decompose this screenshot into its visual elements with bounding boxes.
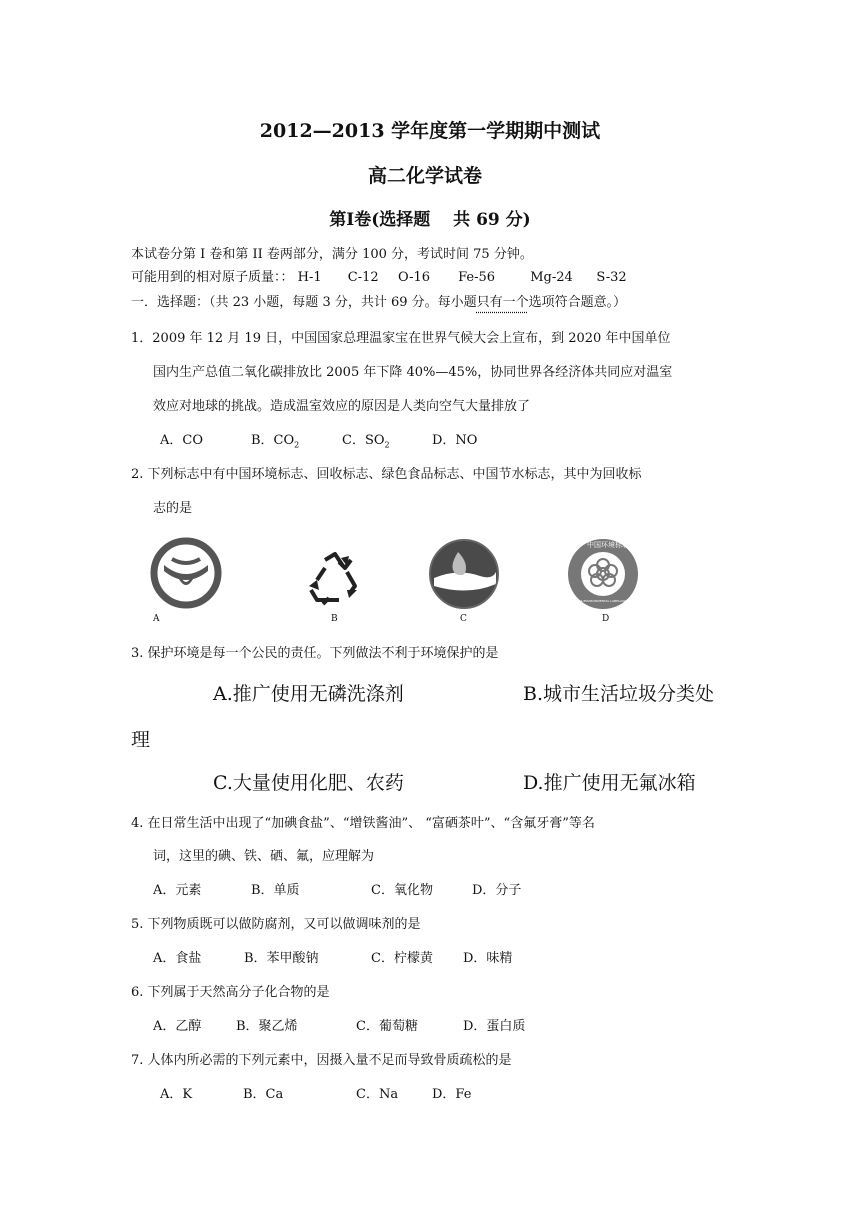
q6-option-c: C．葡萄糖 — [356, 1019, 418, 1034]
logo-caption-d: D — [602, 614, 610, 624]
logo-d-ring-text: 中国环境标志 — [587, 541, 629, 549]
q6-option-d: D．蛋白质 — [463, 1019, 526, 1034]
atomic-mass-line — [131, 266, 627, 285]
q5-option-a: A．食盐 — [153, 951, 202, 966]
q1-option-d: D．NO — [432, 433, 478, 448]
recycle-logo — [303, 550, 367, 608]
atomic-mass-label: 可能用到的相对原子质量：： — [131, 270, 294, 285]
q7-option-d: D．Fe — [432, 1087, 472, 1102]
q5-stem: 5. 下列物质既可以做防腐剂，又可以做调味剂的是 — [131, 917, 421, 932]
q4-option-a: A．元素 — [153, 883, 202, 898]
q2-line-1: 2. 下列标志中有中国环境标志、回收标志、绿色食品标志、中国节水标志，其中为回收标 — [131, 467, 642, 482]
mass-mg: Mg-24 — [530, 270, 573, 285]
q5-option-d: D．味精 — [463, 951, 513, 966]
q4-line-1: 4. 在日常生活中出现了“加碘食盐”、“增铁酱油”、 “富硒茶叶”、“含氟牙膏”等名 — [131, 816, 595, 831]
environmental-label-logo — [565, 537, 641, 611]
q3-option-c: C.大量使用化肥、农药 — [213, 772, 404, 794]
q1-option-c-subscript: 2 — [384, 440, 390, 450]
intro-line: 本试卷分第 I 卷和第 II 卷两部分，满分 100 分，考试时间 75 分钟。 — [131, 247, 533, 262]
logo-caption-a: A — [153, 614, 160, 624]
q1-option-c — [342, 429, 390, 450]
logo-caption-b: B — [331, 614, 338, 624]
q3-option-b: B.城市生活垃圾分类处 — [523, 683, 715, 705]
q6-option-a: A．乙醇 — [153, 1019, 202, 1034]
q4-option-b: B．单质 — [251, 883, 300, 898]
exam-title: 2012—2013 学年度第一学期期中测试 — [259, 120, 601, 142]
q3-stem: 3. 保护环境是每一个公民的责任。下列做法不利于环境保护的是 — [131, 646, 499, 661]
section-heading: 第Ⅰ卷(选择题 共 69 分) — [329, 210, 531, 230]
q7-stem: 7. 人体内所必需的下列元素中，因摄入量不足而导致骨质疏松的是 — [131, 1053, 512, 1068]
mass-fe: Fe-56 — [458, 270, 496, 285]
mass-o: O-16 — [397, 270, 431, 285]
q4-option-c: C．氧化物 — [371, 883, 433, 898]
instructions-part-a: 一．选择题：（共 23 小题，每题 3 分，共计 69 分。每小题 — [131, 295, 477, 310]
q4-option-d: D．分子 — [472, 883, 522, 898]
q7-option-a: A．K — [160, 1087, 193, 1102]
q5-option-b: B．苯甲酸钠 — [244, 951, 319, 966]
q1-line-3: 效应对地球的挑战。造成温室效应的原因是人类向空气大量排放了 — [153, 399, 531, 414]
mass-c: C-12 — [347, 270, 379, 285]
exam-subtitle: 高二化学试卷 — [367, 165, 482, 187]
q4-line-2: 词，这里的碘、铁、硒、氟，应理解为 — [153, 849, 375, 864]
logo-d-ring-text-en: CHINA ENVIRONMENTAL LABELLING — [573, 599, 627, 603]
green-food-logo — [150, 537, 222, 609]
q3-option-b-continued: 理 — [131, 729, 151, 751]
q7-option-b: B．Ca — [243, 1087, 284, 1102]
logo-caption-c: C — [460, 614, 467, 624]
q1-option-c-text: C．SO — [342, 433, 385, 448]
q3-option-d: D.推广使用无氟冰箱 — [523, 772, 696, 794]
mass-s: S-32 — [596, 270, 627, 285]
q6-stem: 6. 下列属于天然高分子化合物的是 — [131, 985, 330, 1000]
instructions-part-b: 选项符合题意。） — [528, 295, 627, 310]
q1-line-1: 1．2009 年 12 月 19 日，中国国家总理温家宝在世界气候大会上宣布，到 2020 年中国单位 — [131, 331, 671, 346]
q1-line-2: 国内生产总值二氧化碳排放比 2005 年下降 40%—45%，协同世界各经济体共同应对温室 — [153, 365, 673, 380]
q7-option-c: C．Na — [356, 1087, 399, 1102]
instructions — [131, 291, 626, 310]
q6-option-b: B．聚乙烯 — [236, 1019, 298, 1034]
q1-option-b-subscript: 2 — [294, 440, 300, 450]
q5-option-c: C．柠檬黄 — [371, 951, 433, 966]
q1-option-b — [251, 429, 299, 450]
q1-option-b-text: B．CO — [251, 433, 295, 448]
q2-line-2: 志的是 — [153, 501, 193, 516]
instructions-emphasis: 只有一个 — [476, 295, 529, 310]
water-saving-logo — [428, 538, 500, 610]
q3-option-a: A.推广使用无磷洗涤剂 — [213, 683, 404, 705]
q1-option-a: A．CO — [160, 433, 203, 448]
mass-h: H-1 — [297, 270, 322, 285]
